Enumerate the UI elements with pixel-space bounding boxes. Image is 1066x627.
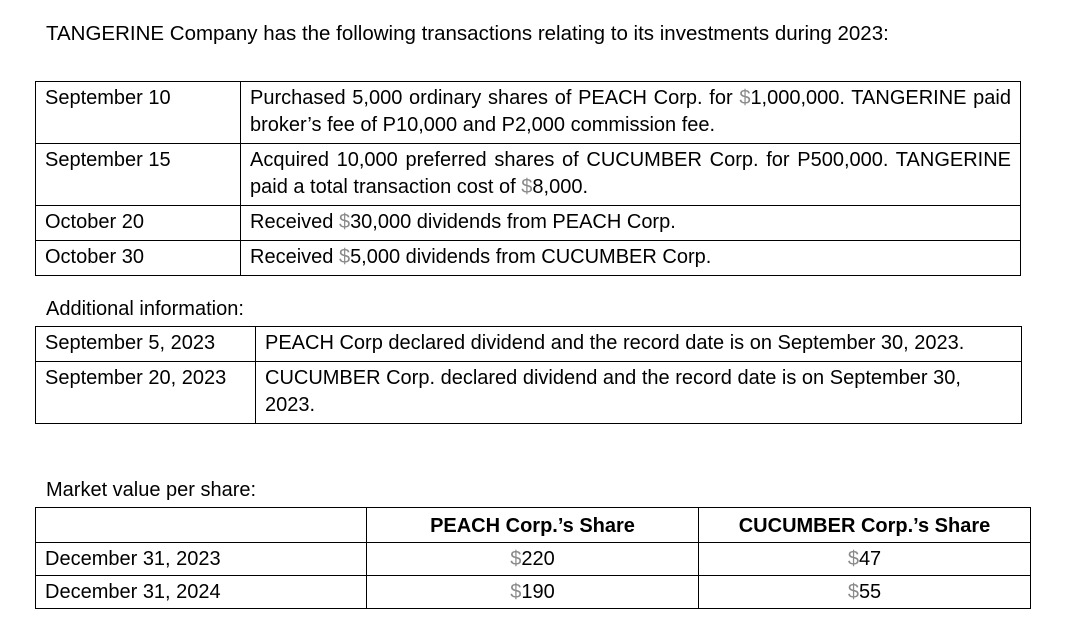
transaction-description: Acquired 10,000 preferred shares of CUCUMBER Corp. for P500,000. TANGERINE paid a total transaction cost of $8,000.: [241, 144, 1021, 206]
cucumber-value: $47: [699, 543, 1031, 576]
header-empty: [36, 508, 367, 543]
market-value-table: [35, 507, 1031, 609]
table-header-row: [36, 508, 1031, 543]
table-row: [36, 82, 1021, 144]
table-row: [36, 206, 1021, 241]
info-date: September 5, 2023: [36, 327, 256, 362]
info-description: PEACH Corp declared dividend and the record date is on September 30, 2023.: [256, 327, 1022, 362]
transaction-date: September 10: [36, 82, 241, 144]
transaction-date: September 15: [36, 144, 241, 206]
peach-value: $190: [367, 576, 699, 609]
table-row: [36, 327, 1022, 362]
cucumber-value: $55: [699, 576, 1031, 609]
peach-value: $220: [367, 543, 699, 576]
transaction-description: Purchased 5,000 ordinary shares of PEACH Corp. for $1,000,000. TANGERINE paid broker’s fee of P10,000 and P2,000 commission fee.: [241, 82, 1021, 144]
transactions-table: [35, 81, 1021, 276]
market-date: December 31, 2023: [36, 543, 367, 576]
market-value-label: Market value per share:: [46, 479, 257, 501]
intro-text: TANGERINE Company has the following transactions relating to its investments during 2023:: [46, 22, 889, 45]
table-row: [36, 543, 1031, 576]
table-row: [36, 576, 1031, 609]
header-cucumber: CUCUMBER Corp.’s Share: [699, 508, 1031, 543]
info-description: CUCUMBER Corp. declared dividend and the record date is on September 30, 2023.: [256, 362, 1022, 424]
transaction-description: Received $5,000 dividends from CUCUMBER Corp.: [241, 241, 1021, 276]
transaction-description: Received $30,000 dividends from PEACH Corp.: [241, 206, 1021, 241]
table-row: [36, 241, 1021, 276]
additional-info-label: Additional information:: [46, 298, 244, 320]
table-row: [36, 362, 1022, 424]
info-date: September 20, 2023: [36, 362, 256, 424]
market-date: December 31, 2024: [36, 576, 367, 609]
additional-info-table: [35, 326, 1022, 424]
table-row: [36, 144, 1021, 206]
header-peach: PEACH Corp.’s Share: [367, 508, 699, 543]
transaction-date: October 30: [36, 241, 241, 276]
transaction-date: October 20: [36, 206, 241, 241]
